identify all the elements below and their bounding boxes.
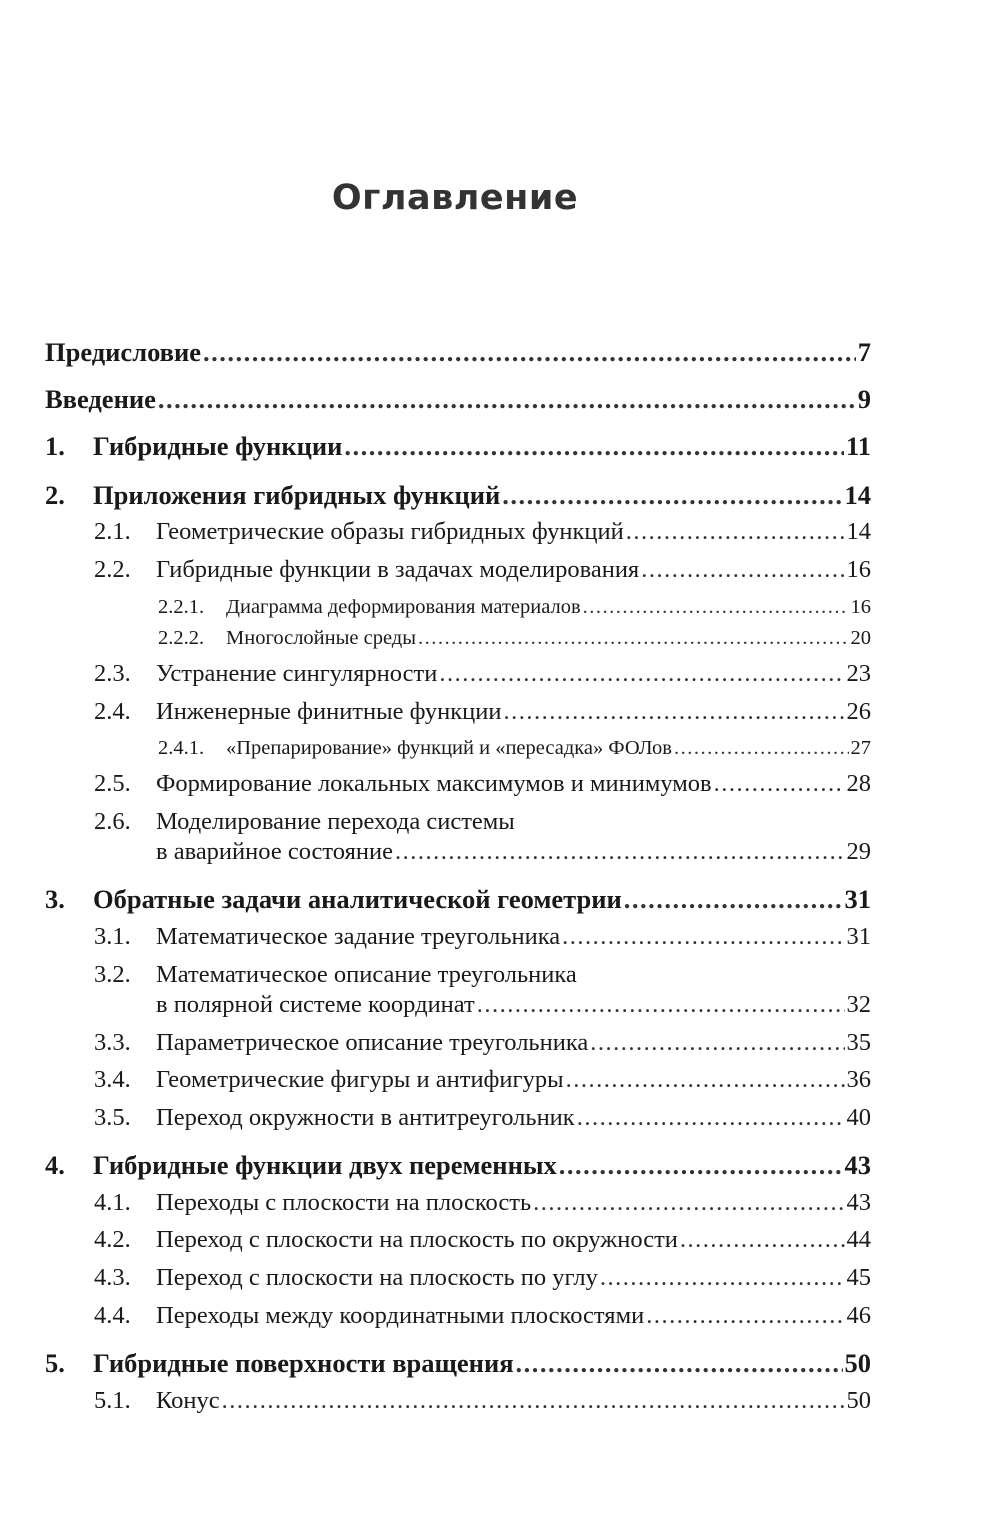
toc-entry-number: 3.2. xyxy=(94,961,131,988)
toc-entry-section-2-6[interactable] xyxy=(156,837,871,867)
toc-entry-title: Моделирование перехода системы xyxy=(156,808,515,835)
toc-entry-section-2-6-line1[interactable] xyxy=(94,807,871,837)
toc-entry-number: 2.4. xyxy=(94,698,131,725)
toc-entry-title: Конус xyxy=(156,1387,220,1414)
toc-entry-title: «Препарирование» функций и «пересадка» ФОЛов xyxy=(226,737,672,759)
toc-entry-number: 2.4.1. xyxy=(158,737,205,759)
toc-entry-title: Геометрические фигуры и антифигуры xyxy=(156,1066,564,1093)
toc-entry-number: 3. xyxy=(45,884,65,914)
toc-entry-section-2-2-1[interactable] xyxy=(158,592,871,622)
toc-entry-section-4-2[interactable] xyxy=(94,1225,871,1255)
toc-entry-number: 2. xyxy=(45,480,65,510)
dot-leader xyxy=(344,431,844,461)
dot-leader xyxy=(624,884,843,914)
toc-entry-page: 20 xyxy=(850,627,871,649)
dot-leader xyxy=(562,922,844,952)
toc-entry-page: 32 xyxy=(846,991,871,1018)
toc-entry-section-2-2-2[interactable] xyxy=(158,623,871,653)
toc-entry-page: 31 xyxy=(846,923,871,950)
toc-entry-title: Многослойные среды xyxy=(226,627,417,649)
toc-entry-page: 16 xyxy=(850,596,871,618)
toc-entry-page: 14 xyxy=(844,480,871,510)
toc-entry-number: 3.5. xyxy=(94,1104,131,1131)
toc-entry-section-4-4[interactable] xyxy=(94,1301,871,1331)
toc-entry-page: 28 xyxy=(846,770,871,797)
toc-entry-title: Переход с плоскости на плоскость по углу xyxy=(156,1264,598,1291)
toc-entry-title: Предисловие xyxy=(45,337,201,367)
toc-entry-section-3-2-line1[interactable] xyxy=(94,960,871,990)
toc-entry-number: 4.4. xyxy=(94,1302,131,1329)
toc-entry-chapter-1[interactable] xyxy=(45,431,871,461)
dot-leader xyxy=(559,1150,843,1180)
toc-entry-page: 16 xyxy=(846,556,871,583)
toc-entry-page: 36 xyxy=(846,1066,871,1093)
toc-entry-title: Обратные задачи аналитической геометрии xyxy=(93,884,622,914)
dot-leader xyxy=(502,480,842,510)
toc-entry-title: Математическое задание треугольника xyxy=(156,923,561,950)
toc-entry-number: 4.1. xyxy=(94,1189,131,1216)
toc-entry-title-continued: в аварийное состояние xyxy=(156,838,393,865)
dot-leader xyxy=(395,837,845,867)
toc-entry-page: 50 xyxy=(846,1387,871,1414)
dot-leader xyxy=(222,1386,845,1416)
toc-entry-section-2-1[interactable] xyxy=(94,517,871,547)
toc-entry-title: Инженерные финитные функции xyxy=(156,698,502,725)
dot-leader xyxy=(674,733,849,763)
toc-entry-number: 2.5. xyxy=(94,770,131,797)
toc-entry-number: 3.4. xyxy=(94,1066,131,1093)
toc-entry-page: 7 xyxy=(857,337,871,367)
toc-entry-page: 27 xyxy=(850,737,871,759)
toc-entry-page: 50 xyxy=(844,1348,871,1378)
dot-leader xyxy=(600,1263,845,1293)
toc-entry-title: Введение xyxy=(45,384,156,414)
toc-entry-number: 2.2.1. xyxy=(158,596,205,618)
dot-leader xyxy=(477,990,845,1020)
dot-leader xyxy=(158,384,856,414)
toc-entry-section-3-5[interactable] xyxy=(94,1103,871,1133)
dot-leader xyxy=(590,1028,844,1058)
dot-leader xyxy=(533,1188,844,1218)
toc-entry-section-5-1[interactable] xyxy=(94,1386,871,1416)
toc-entry-title: Переход окружности в антитреугольник xyxy=(156,1104,575,1131)
dot-leader xyxy=(680,1225,845,1255)
toc-entry-chapter-4[interactable] xyxy=(45,1150,871,1180)
toc-entry-number: 4. xyxy=(45,1150,65,1180)
dot-leader xyxy=(646,1301,844,1331)
toc-entry-preface[interactable] xyxy=(45,337,871,367)
dot-leader xyxy=(577,1103,845,1133)
page-title: Оглавление xyxy=(331,178,579,218)
toc-entry-section-3-3[interactable] xyxy=(94,1028,871,1058)
toc-entry-number: 2.3. xyxy=(94,660,131,687)
toc-entry-section-2-5[interactable] xyxy=(94,769,871,799)
toc-entry-number: 4.2. xyxy=(94,1226,131,1253)
toc-entry-number: 5.1. xyxy=(94,1387,131,1414)
dot-leader xyxy=(626,517,845,547)
toc-entry-page: 11 xyxy=(845,431,871,461)
toc-entry-page: 44 xyxy=(846,1226,871,1253)
toc-entry-section-2-4-1[interactable] xyxy=(158,733,871,763)
toc-entry-section-3-4[interactable] xyxy=(94,1065,871,1095)
toc-entry-chapter-5[interactable] xyxy=(45,1348,871,1378)
dot-leader xyxy=(583,592,849,622)
toc-entry-page: 40 xyxy=(846,1104,871,1131)
toc-entry-number: 2.1. xyxy=(94,518,131,545)
toc-entry-chapter-2[interactable] xyxy=(45,480,871,510)
toc-entry-page: 14 xyxy=(846,518,871,545)
toc-entry-number: 3.1. xyxy=(94,923,131,950)
toc-entry-section-3-2[interactable] xyxy=(156,990,871,1020)
toc-entry-title: Переходы с плоскости на плоскость xyxy=(156,1189,532,1216)
toc-entry-title: Диаграмма деформирования материалов xyxy=(226,596,581,618)
toc-entry-page: 46 xyxy=(846,1302,871,1329)
dot-leader xyxy=(641,555,844,585)
toc-entry-number: 4.3. xyxy=(94,1264,131,1291)
toc-entry-number: 2.2. xyxy=(94,556,131,583)
toc-entry-title: Переходы между координатными плоскостями xyxy=(156,1302,645,1329)
toc-entry-section-4-3[interactable] xyxy=(94,1263,871,1293)
toc-entry-title: Формирование локальных максимумов и минимумов xyxy=(156,770,712,797)
toc-entry-section-3-1[interactable] xyxy=(94,922,871,952)
toc-entry-title: Гибридные функции в задачах моделирования xyxy=(156,556,640,583)
toc-entry-title: Геометрические образы гибридных функций xyxy=(156,518,624,545)
toc-entry-title: Переход с плоскости на плоскость по окружности xyxy=(156,1226,678,1253)
toc-entry-page: 29 xyxy=(846,838,871,865)
dot-leader xyxy=(439,659,844,689)
toc-entry-title: Гибридные функции xyxy=(93,431,343,461)
toc-entry-number: 3.3. xyxy=(94,1029,131,1056)
toc-entry-title: Устранение сингулярности xyxy=(156,660,438,687)
dot-leader xyxy=(418,623,848,653)
toc-entry-page: 9 xyxy=(857,384,871,414)
toc-entry-introduction[interactable] xyxy=(45,384,871,414)
toc-entry-number: 2.2.2. xyxy=(158,627,205,649)
toc-entry-section-2-2[interactable] xyxy=(94,555,871,585)
dot-leader xyxy=(503,697,844,727)
toc-entry-title: Параметрическое описание треугольника xyxy=(156,1029,589,1056)
toc-entry-page: 26 xyxy=(846,698,871,725)
toc-entry-page: 45 xyxy=(846,1264,871,1291)
toc-entry-title: Математическое описание треугольника xyxy=(156,961,577,988)
toc-entry-section-2-3[interactable] xyxy=(94,659,871,689)
toc-entry-title: Гибридные поверхности вращения xyxy=(93,1348,514,1378)
toc-entry-section-4-1[interactable] xyxy=(94,1188,871,1218)
toc-entry-page: 43 xyxy=(844,1150,871,1180)
dot-leader xyxy=(714,769,845,799)
toc-entry-title: Гибридные функции двух переменных xyxy=(93,1150,557,1180)
dot-leader xyxy=(203,337,856,367)
toc-entry-page: 43 xyxy=(846,1189,871,1216)
toc-entry-number: 5. xyxy=(45,1348,65,1378)
toc-entry-chapter-3[interactable] xyxy=(45,884,871,914)
toc-entry-page: 23 xyxy=(846,660,871,687)
dot-leader xyxy=(516,1348,843,1378)
toc-entry-title: Приложения гибридных функций xyxy=(93,480,501,510)
toc-entry-title-continued: в полярной системе координат xyxy=(156,991,475,1018)
toc-entry-page: 35 xyxy=(846,1029,871,1056)
dot-leader xyxy=(566,1065,845,1095)
toc-entry-page: 31 xyxy=(844,884,871,914)
toc-entry-section-2-4[interactable] xyxy=(94,697,871,727)
toc-entry-number: 2.6. xyxy=(94,808,131,835)
toc-entry-number: 1. xyxy=(45,431,65,461)
